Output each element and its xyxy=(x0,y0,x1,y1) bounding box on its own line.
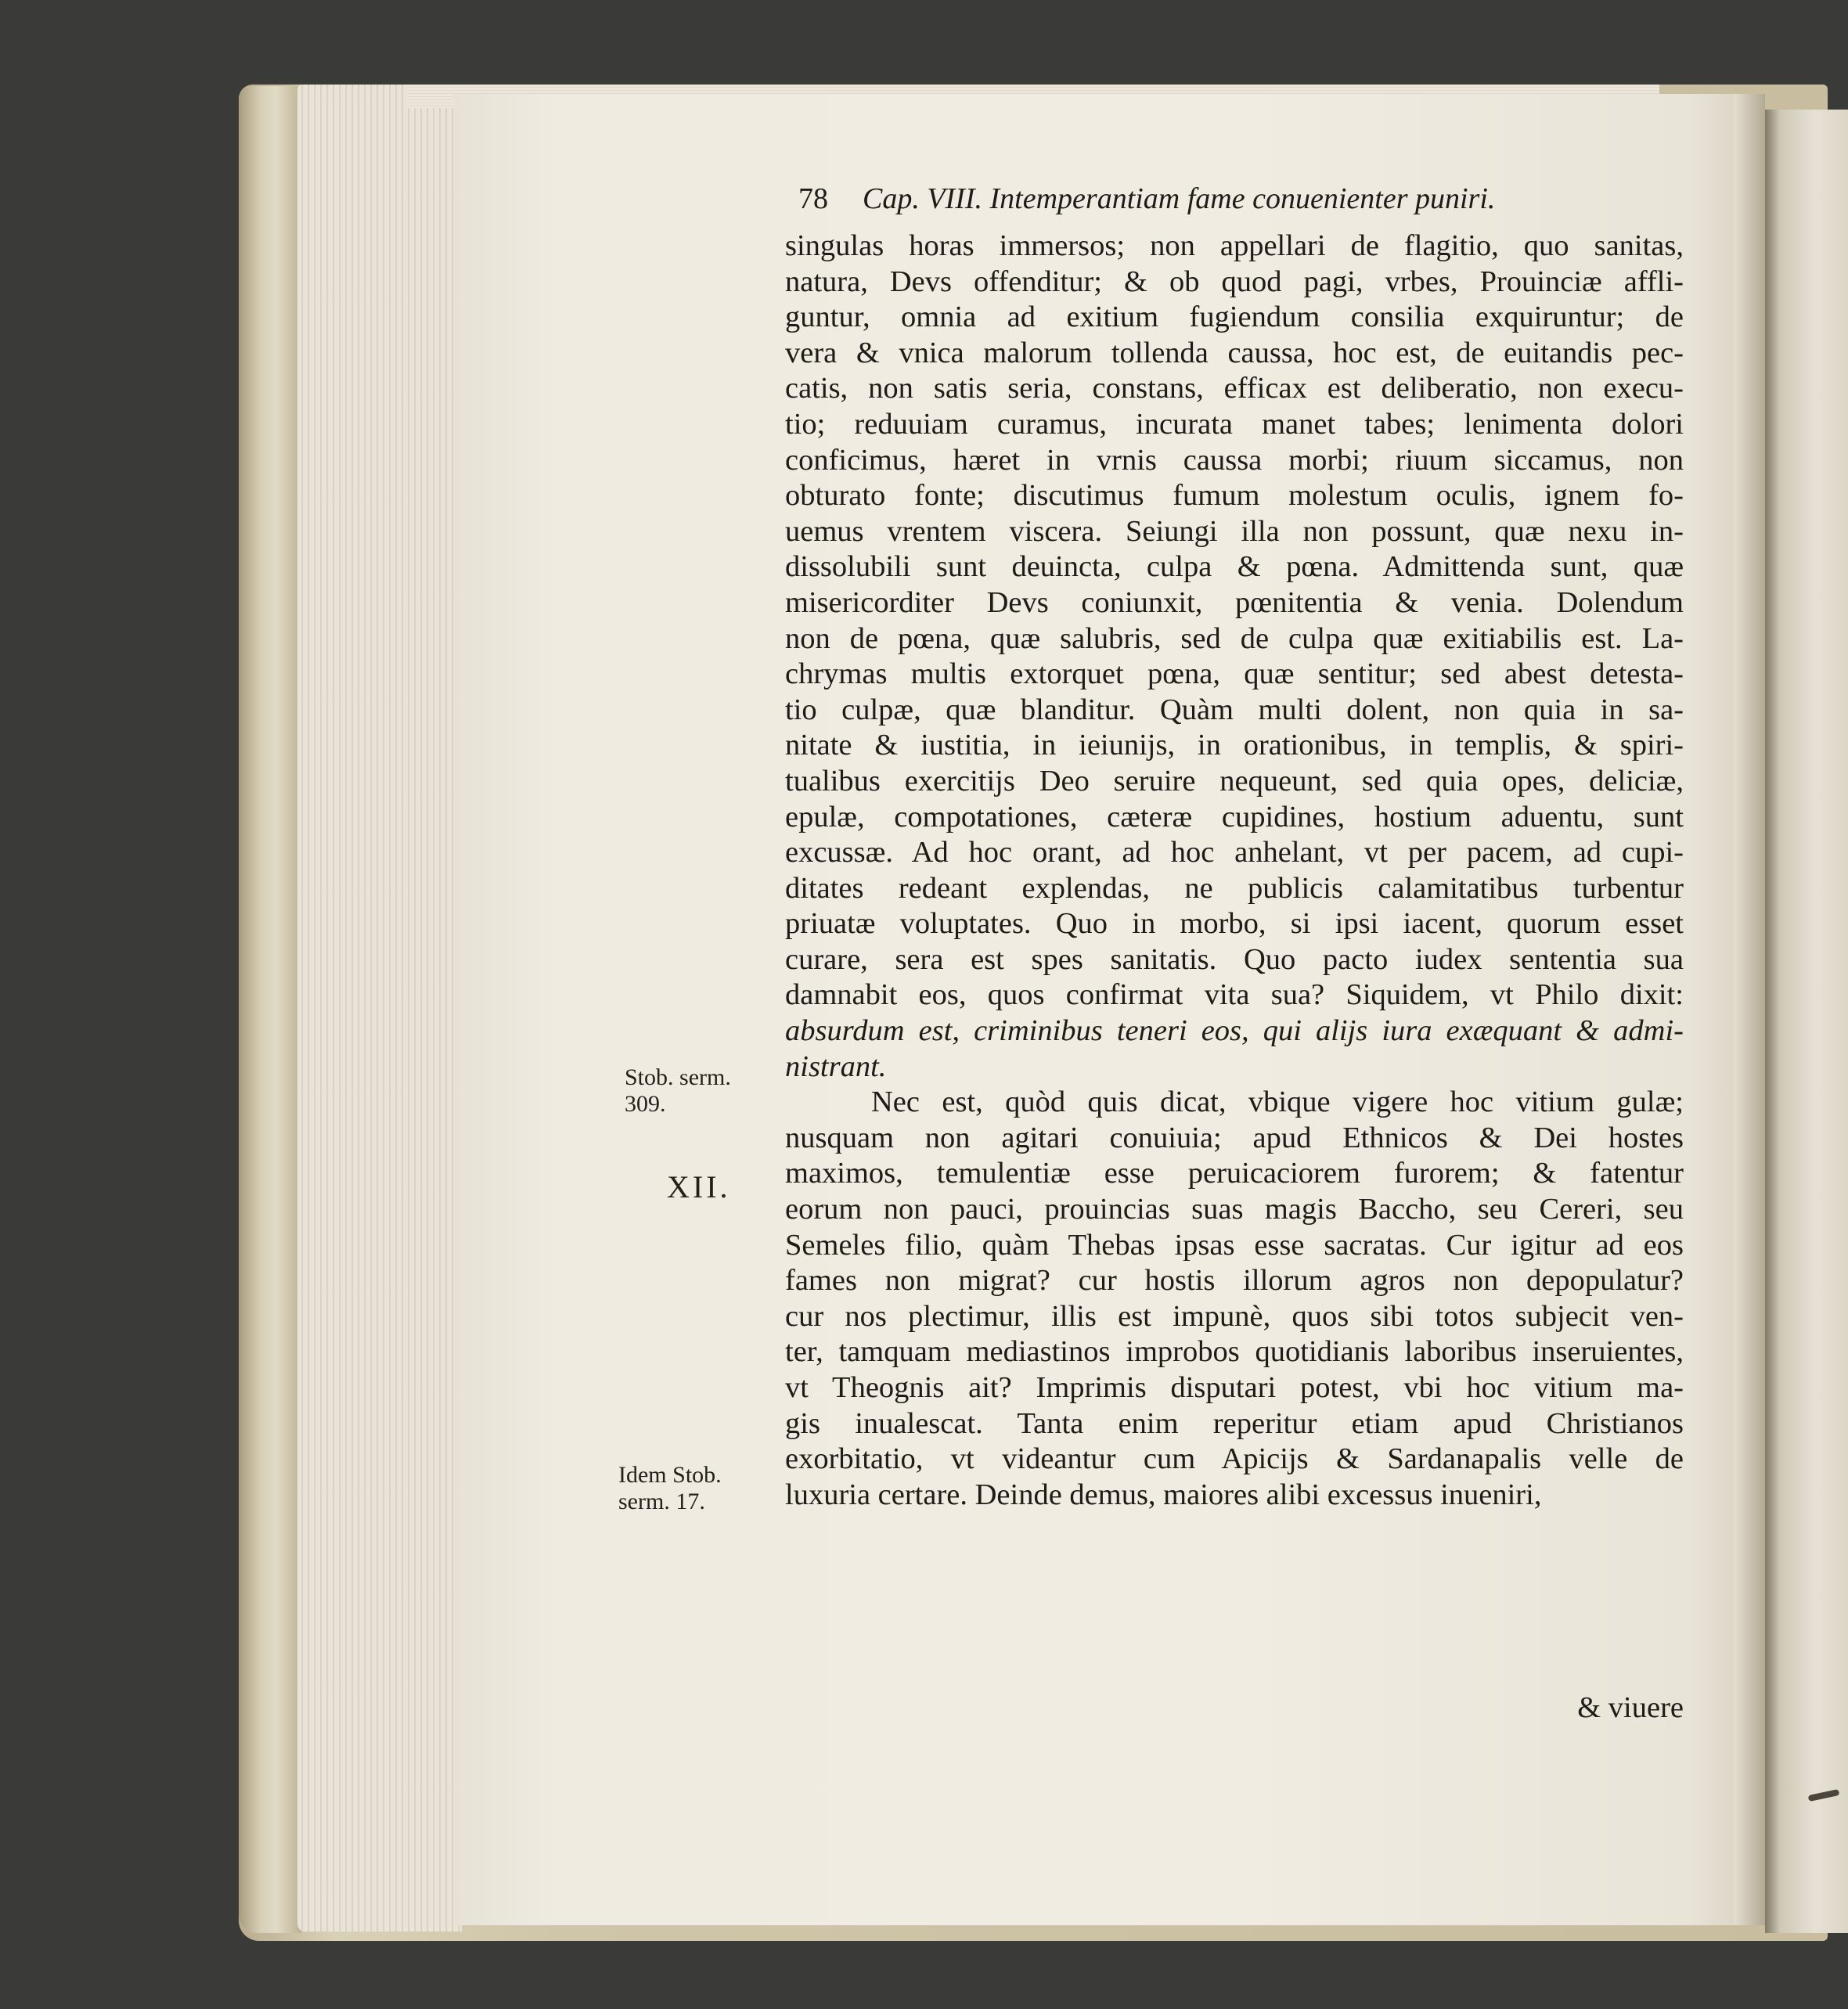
facing-page-edge xyxy=(1765,110,1848,1933)
text-line: nusquam non agitari conuiuia; apud Ethnicos & Dei hostes xyxy=(785,1121,1684,1154)
running-title: Cap. VIII. Intemperantiam fame conuenienter puniri. xyxy=(863,182,1496,215)
page-gutter xyxy=(1734,94,1765,1925)
text-line: vera & vnica malorum tollenda caussa, hoc est, de euitandis pec- xyxy=(785,336,1684,369)
text-line: ditates redeant explendas, ne publicis calamitatibus turbentur xyxy=(785,871,1684,905)
text-line: Semeles filio, quàm Thebas ipsas esse sacratas. Cur igitur ad eos xyxy=(785,1228,1684,1262)
text-line: exorbitatio, vt videantur cum Apicijs & Sardanapalis velle de xyxy=(785,1442,1684,1476)
marginal-note-line: Stob. serm. xyxy=(625,1064,731,1090)
text-line: Nec est, quòd quis dicat, vbique vigere hoc vitium gulæ; xyxy=(871,1086,1684,1119)
text-line: chrymas multis extorquet pœna, quæ sentitur; sed abest detesta- xyxy=(785,657,1684,691)
page-number: 78 xyxy=(798,182,828,215)
text-line: uemus vrentem viscera. Seiungi illa non possunt, quæ nexu in- xyxy=(785,514,1684,548)
text-line: tualibus exercitijs Deo seruire nequeunt, sed quia opes, deliciæ, xyxy=(785,764,1684,797)
text-line: curare, sera est spes sanitatis. Quo pacto iudex sententia sua xyxy=(785,942,1684,976)
text-line: excussæ. Ad hoc orant, ad hoc anhelant, vt per pacem, ad cupi- xyxy=(785,836,1684,869)
main-text-block xyxy=(785,229,1684,1513)
text-line: maximos, temulentiæ esse peruicaciorem furorem; & fatentur xyxy=(785,1157,1684,1190)
text-line: misericorditer Devs coniunxit, pœnitentia & venia. Dolendum xyxy=(785,585,1684,619)
marginal-note-idem-stobaeus xyxy=(618,1462,722,1515)
catchword: & viuere xyxy=(1577,1691,1684,1724)
text-line: obturato fonte; discutimus fumum molestum oculis, ignem fo- xyxy=(785,479,1684,513)
text-line: natura, Devs offenditur; & ob quod pagi, vrbes, Prouinciæ affli- xyxy=(785,265,1684,298)
text-line: guntur, omnia ad exitium fugiendum consilia exquiruntur; de xyxy=(785,301,1684,334)
text-line: tio culpæ, quæ blanditur. Quàm multi dolent, non quia in sa- xyxy=(785,693,1684,726)
section-numeral: XII. xyxy=(667,1169,731,1204)
text-line: priuatæ voluptates. Quo in morbo, si ipsi iacent, quorum esset xyxy=(785,907,1684,941)
text-line: singulas horas immersos; non appellari de flagitio, quo sanitas, xyxy=(785,229,1684,262)
text-line: dissolubili sunt deuincta, culpa & pœna. Admittenda sunt, quæ xyxy=(785,550,1684,584)
page-stack-edges xyxy=(297,85,462,1932)
marginal-note-line: Idem Stob. xyxy=(618,1462,722,1488)
text-line: nitate & iustitia, in ieiunijs, in orationibus, in templis, & spiri- xyxy=(785,729,1684,762)
marginal-note-stobaeus xyxy=(625,1064,731,1118)
text-line: nistrant. xyxy=(785,1050,887,1083)
text-line: tio; reduuiam curamus, incurata manet tabes; lenimenta dolori xyxy=(785,407,1684,441)
text-line: fames non migrat? cur hostis illorum agros non depopulatur? xyxy=(785,1264,1684,1298)
book-spine xyxy=(239,86,301,1933)
text-line: cur nos plectimur, illis est impunè, quos sibi totos subjecit ven- xyxy=(785,1299,1684,1333)
text-line: gis inualescat. Tanta enim reperitur etiam apud Christianos xyxy=(785,1406,1684,1440)
text-line: luxuria certare. Deinde demus, maiores alibi excessus inueniri, xyxy=(785,1478,1542,1511)
running-header xyxy=(798,182,1683,225)
marginal-note-line: 309. xyxy=(625,1091,666,1117)
marginal-note-line: serm. 17. xyxy=(618,1489,705,1514)
text-line: non de pœna, quæ salubris, sed de culpa quæ exitiabilis est. La- xyxy=(785,621,1684,655)
text-line: catis, non satis seria, constans, efficax est deliberatio, non execu- xyxy=(785,372,1684,405)
text-line: vt Theognis ait? Imprimis disputari potest, vbi hoc vitium ma- xyxy=(785,1371,1684,1404)
text-line: epulæ, compotationes, cæteræ cupidines, hostium aduentu, sunt xyxy=(785,800,1684,833)
text-line: damnabit eos, quos confirmat vita sua? Siquidem, vt Philo dixit: xyxy=(785,978,1684,1012)
text-line: conficimus, hæret in vrnis caussa morbi; riuum siccamus, non xyxy=(785,443,1684,477)
text-line: eorum non pauci, prouincias suas magis Baccho, seu Cereri, seu xyxy=(785,1193,1684,1226)
text-line: ter, tamquam mediastinos improbos quotidianis laboribus inseruientes, xyxy=(785,1335,1684,1369)
text-line: absurdum est, criminibus teneri eos, qui alijs iura exæquant & admi- xyxy=(785,1014,1684,1048)
